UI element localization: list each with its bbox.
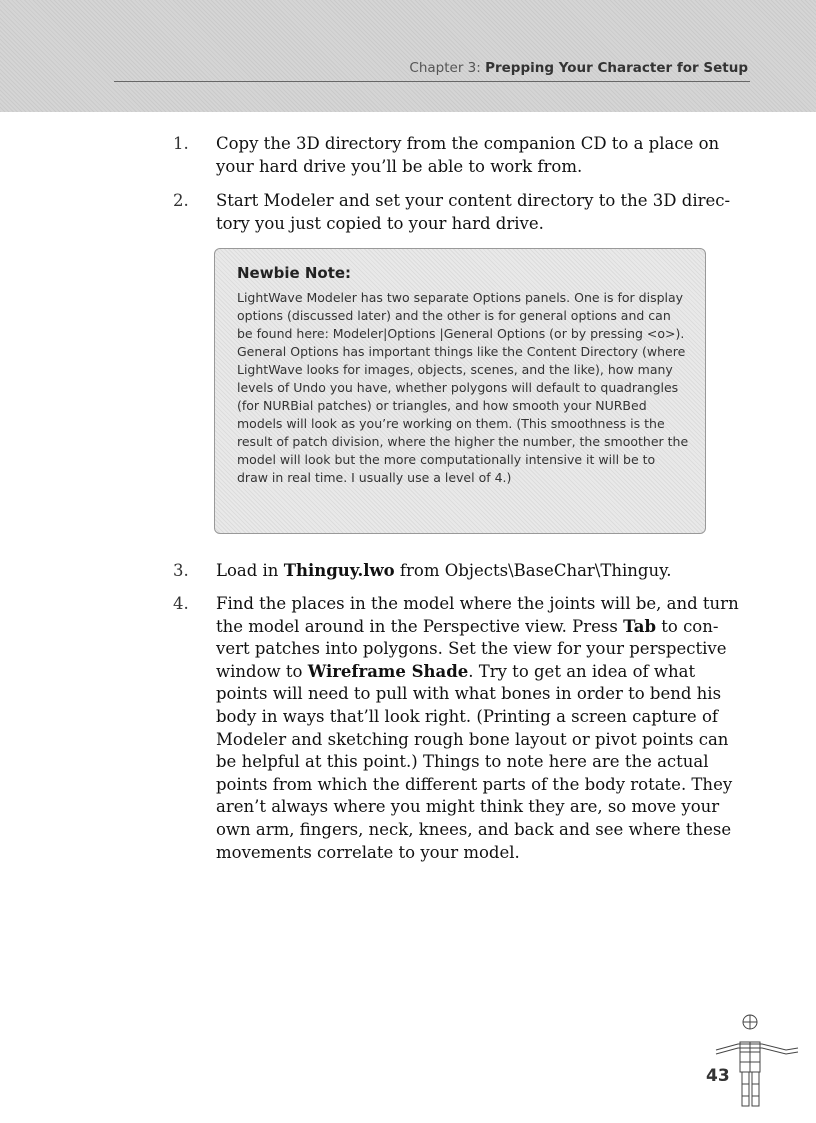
page-number: 43: [706, 1066, 730, 1086]
newbie-note-box: [214, 248, 706, 534]
list-item-text: Load in Thinguy.lwo from Objects\BaseChar\Thinguy.: [216, 561, 672, 580]
list-item: [173, 593, 743, 864]
list-item: [173, 190, 743, 235]
note-title: Newbie Note:: [237, 264, 352, 282]
header-rule: [114, 81, 750, 82]
list-item-text: Copy the 3D directory from the companion CD to a place on your hard drive you’ll be able to work from.: [216, 134, 720, 176]
list-item-number: 1.: [173, 134, 189, 153]
list-item: [173, 560, 743, 583]
list-item: [173, 133, 743, 178]
header-band: [0, 0, 816, 112]
wireframe-character-icon: [712, 1012, 816, 1112]
list-item-number: 4.: [173, 594, 189, 613]
chapter-title: Prepping Your Character for Setup: [485, 60, 748, 76]
list-item-number: 2.: [173, 191, 189, 210]
running-head: [409, 60, 748, 76]
note-body: LightWave Modeler has two separate Options panels. One is for display options (discussed later) and the other is for general options and can be found here: Modeler|Options |General Options (or by pressing <o>). General Options has important things like the Content Directory (where LightWave looks for images, objects, scenes, and the like), how many levels of Undo you have, whether polygons will default to quadrangles (for NURBial patches) or triangles, and how smooth your NURBed models will look as you’re working on them. (This smoothness is the result of patch division, where the higher the number, the smoother the model will look but the more computationally intensive it will be to draw in real time. I usually use a level of 4.): [237, 290, 689, 485]
list-item-number: 3.: [173, 561, 189, 580]
chapter-label: Chapter 3:: [409, 60, 481, 76]
list-item-text: Find the places in the model where the joints will be, and turn the model around in the Perspective view. Press Tab to con-vert patches into polygons. Set the view for your perspective window to Wireframe Shade. Try to get an idea of what points will need to pull with what bones in order to bend his body in ways that’ll look right. (Printing a screen capture of Modeler and sketching rough bone layout or pivot points can be helpful at this point.) Things to note here are the actual points from which the different parts of the body rotate. They aren’t always where you might think they are, so move your own arm, fingers, neck, knees, and back and see where these movements correlate to your model.: [216, 594, 739, 862]
list-item-text: Start Modeler and set your content directory to the 3D direc-tory you just copied to your hard drive.: [216, 191, 731, 233]
